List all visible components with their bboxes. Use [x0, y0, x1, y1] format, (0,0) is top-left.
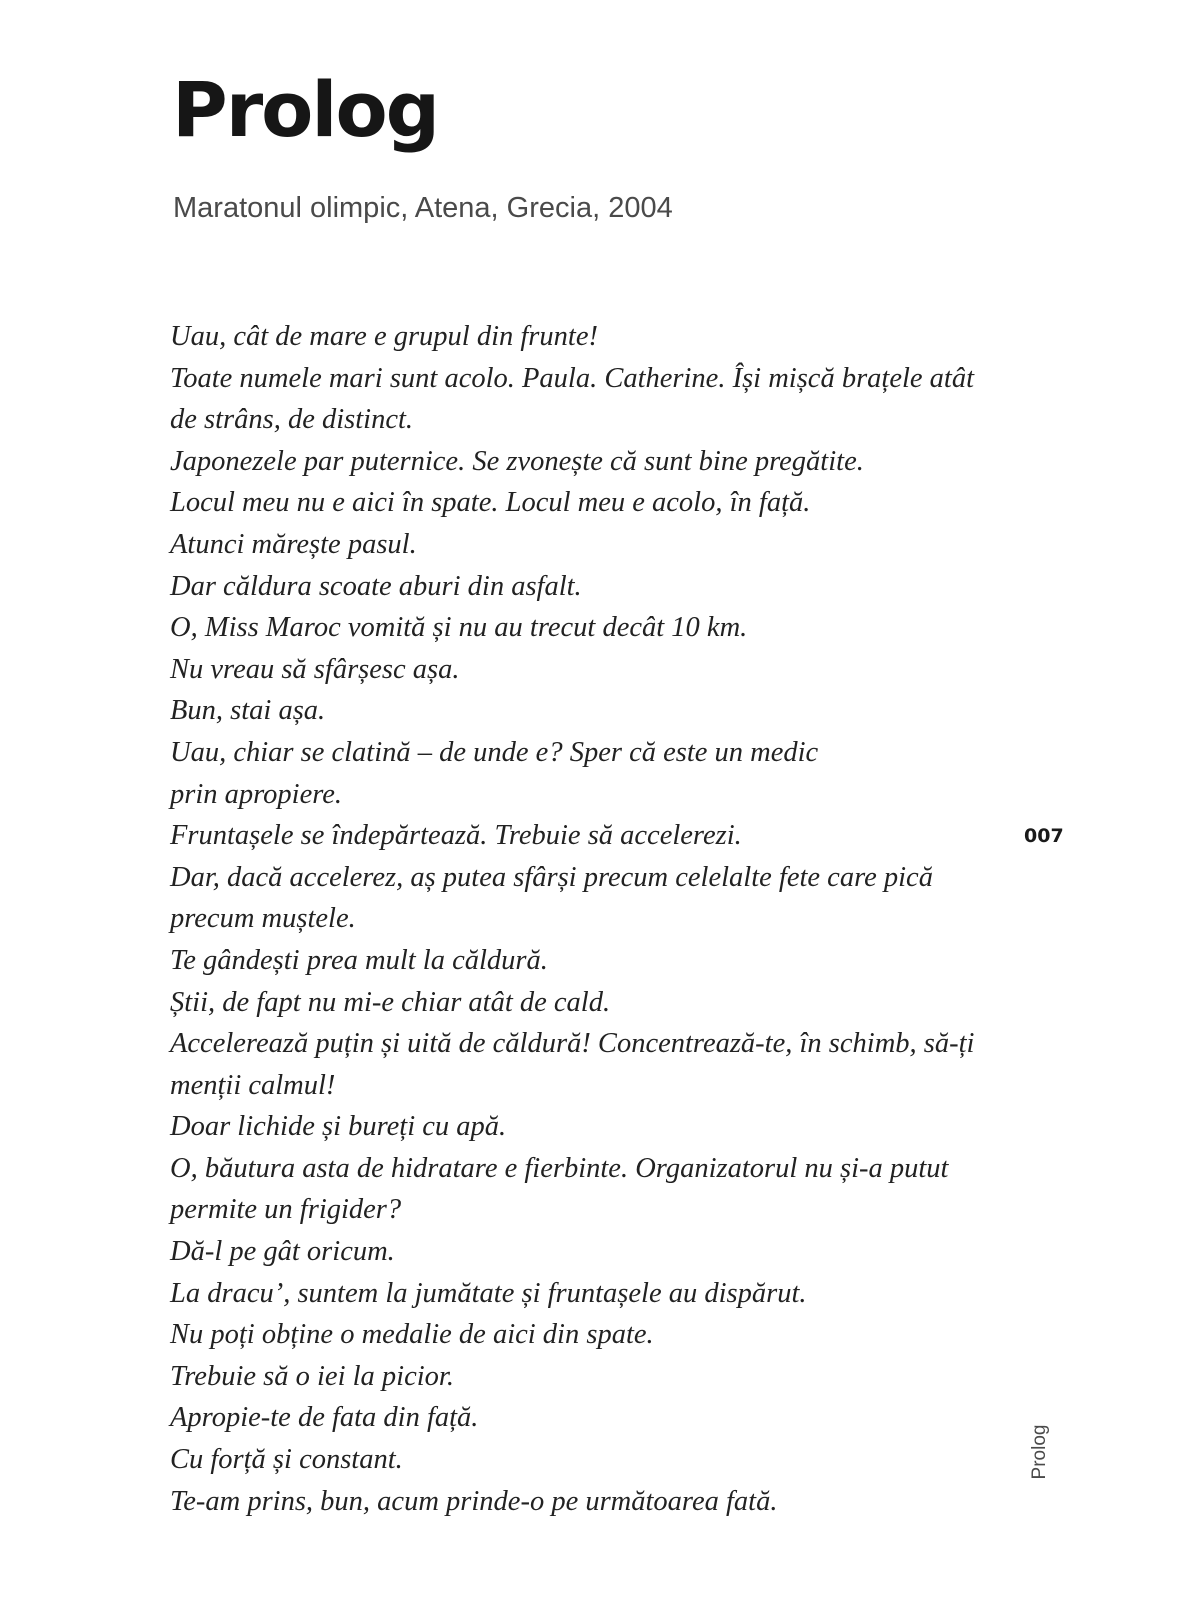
text-line: precum muștele. [170, 903, 356, 935]
text-line: Uau, chiar se clatină – de unde e? Sper că este un medic [170, 736, 819, 768]
text-line: Locul meu nu e aici în spate. Locul meu e acolo, în față. [170, 487, 811, 519]
text-line: Știi, de fapt nu mi-e chiar atât de cald. [170, 986, 611, 1018]
chapter-subtitle: Maratonul olimpic, Atena, Grecia, 2004 [173, 192, 673, 224]
page-number: 007 [1024, 825, 1064, 847]
chapter-title: Prolog [172, 65, 439, 154]
text-line: prin apropiere. [170, 778, 343, 810]
text-line: Japonezele par puternice. Se zvonește că sunt bine pregătite. [170, 445, 864, 477]
text-line: de strâns, de distinct. [170, 404, 414, 436]
text-line: O, băutura asta de hidratare e fierbinte. Organizatorul nu și-a putut [170, 1152, 949, 1184]
text-line: Dar, dacă accelerez, aș putea sfârși precum celelalte fete care pică [170, 861, 933, 893]
text-line: Bun, stai așa. [170, 695, 326, 727]
text-line: Cu forță și constant. [170, 1444, 403, 1476]
body-text [170, 316, 1010, 1522]
text-line: Te gândești prea mult la căldură. [170, 944, 548, 976]
text-line: Accelerează puțin și uită de căldură! Concentrează-te, în schimb, să-ți [170, 1028, 975, 1060]
text-line: Dă-l pe gât oricum. [170, 1236, 395, 1268]
text-line: Trebuie să o iei la picior. [170, 1360, 454, 1392]
text-line: Apropie-te de fata din față. [170, 1402, 479, 1434]
text-line: La dracu’, suntem la jumătate și fruntașele au dispărut. [170, 1277, 807, 1309]
text-line: O, Miss Maroc vomită și nu au trecut decât 10 km. [170, 612, 748, 644]
text-line: permite un frigider? [170, 1194, 402, 1226]
text-line: Dar căldura scoate aburi din asfalt. [170, 570, 582, 602]
text-line: Te-am prins, bun, acum prinde-o pe următoarea fată. [170, 1485, 778, 1517]
text-line: menții calmul! [170, 1069, 336, 1101]
text-line: Nu poți obține o medalie de aici din spate. [170, 1319, 654, 1351]
text-line: Doar lichide și bureți cu apă. [170, 1111, 507, 1143]
text-line: Uau, cât de mare e grupul din frunte! [170, 321, 598, 352]
text-line: Atunci mărește pasul. [170, 528, 417, 560]
running-head-label: Prolog [1029, 1424, 1050, 1480]
text-line: Nu vreau să sfârșesc așa. [170, 653, 460, 685]
text-line: Toate numele mari sunt acolo. Paula. Catherine. Își mișcă brațele atât [170, 362, 975, 394]
text-line: Fruntașele se îndepărtează. Trebuie să accelerezi. [170, 820, 742, 852]
